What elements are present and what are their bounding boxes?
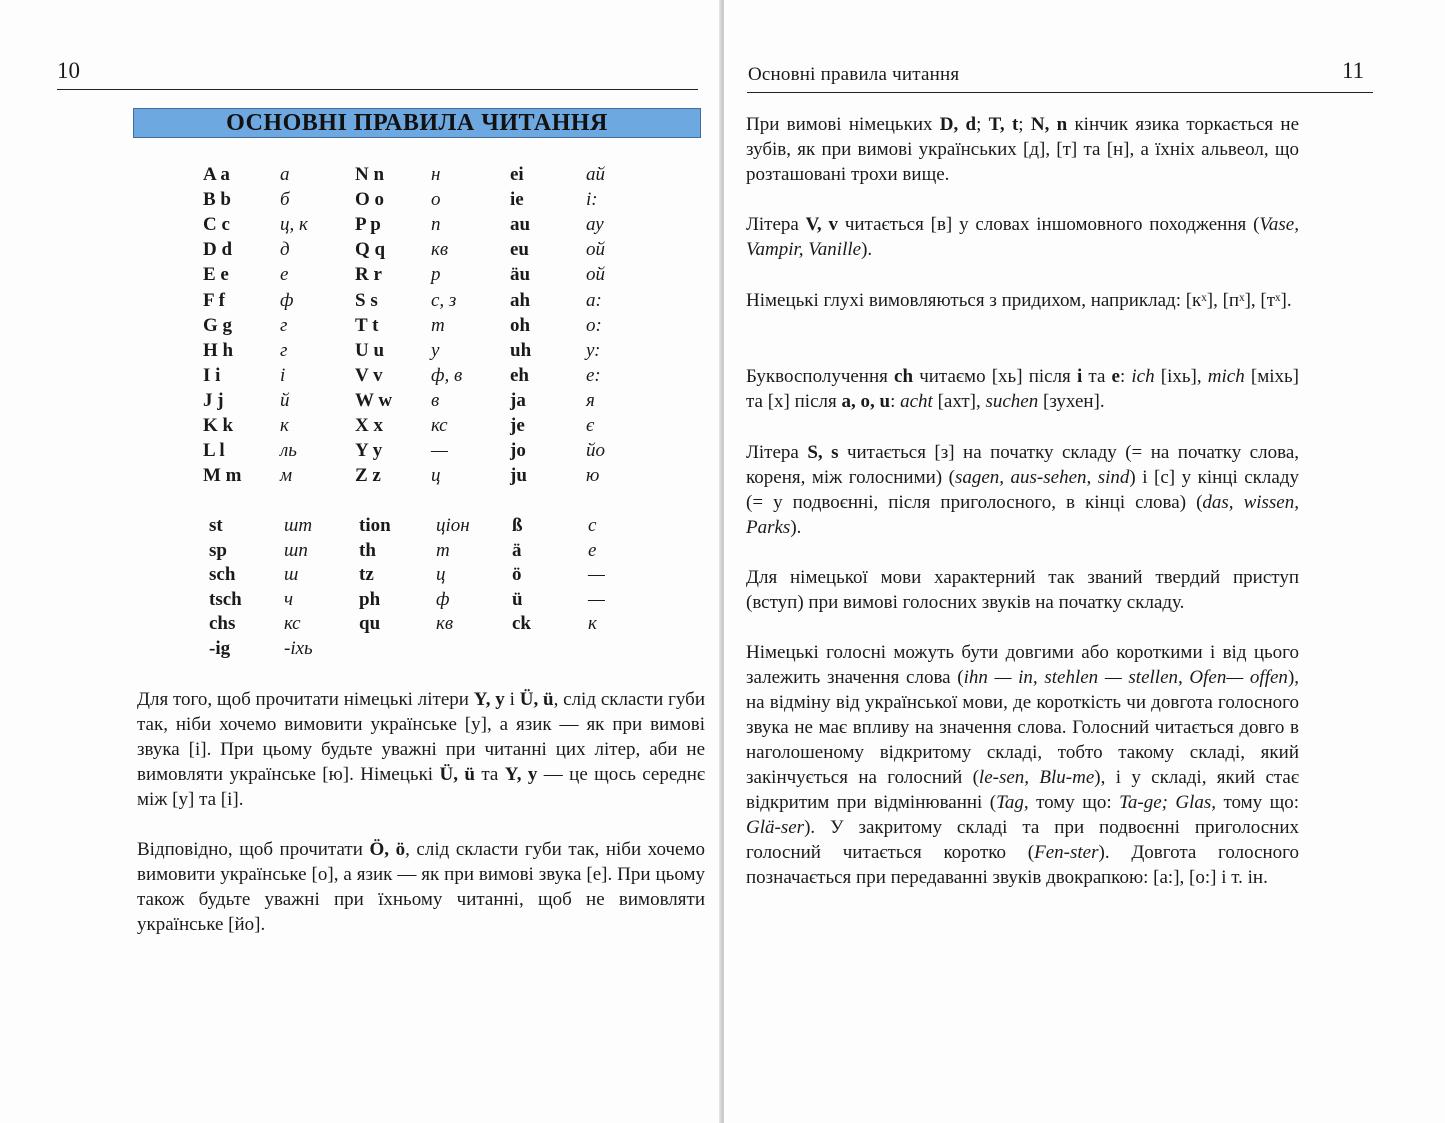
- pronunciation-cell: о:: [586, 314, 602, 336]
- bold-run: V, v: [805, 214, 838, 235]
- letter-cell: Y y: [355, 440, 383, 462]
- pronunciation-cell: шт: [284, 515, 313, 536]
- pronunciation-cell: і:: [586, 189, 598, 211]
- letter-cell: K k: [203, 415, 234, 436]
- header-rule: [747, 92, 1373, 93]
- pronunciation-cell: к: [280, 415, 289, 436]
- text-run: :: [1119, 366, 1132, 387]
- text-run: ).: [790, 517, 802, 538]
- pronunciation-cell: я: [586, 389, 595, 411]
- pronunciation-cell: є: [586, 415, 595, 436]
- letter-cell: -ig: [209, 637, 231, 659]
- letter-cell: T t: [355, 314, 379, 336]
- section-title: ОСНОВНІ ПРАВИЛА ЧИТАННЯ: [226, 109, 608, 136]
- letter-cell: ö: [512, 564, 522, 585]
- text-run: :: [890, 391, 901, 412]
- letter-cell: B b: [203, 189, 231, 211]
- pronunciation-cell: ф: [436, 588, 450, 610]
- text-run: , слід скласти губи так, ніби хочемо вимовити українське [у], а язик — як при вимові звука [і]. При цьому будьте уважні при читанні цих літер, аби не вимовляти українське [ю]. Німецькі: [137, 689, 705, 785]
- letter-cell: ä: [512, 539, 522, 561]
- text-run: та: [474, 764, 505, 785]
- text-run: ;: [976, 114, 989, 135]
- letter-cell: O o: [355, 189, 385, 211]
- running-title: Основні правила читання: [748, 64, 960, 85]
- letter-cell: th: [359, 539, 376, 561]
- letter-cell: tion: [359, 515, 391, 536]
- letter-cell: sp: [209, 539, 227, 561]
- italic-run: sagen, aus-sehen, sind: [954, 467, 1130, 488]
- letter-cell: L l: [203, 440, 225, 462]
- pronunciation-cell: ш: [284, 564, 299, 585]
- letter-cell: G g: [203, 314, 233, 336]
- text-run: ).: [861, 239, 873, 260]
- pronunciation-cell: —: [588, 564, 605, 585]
- text-run: [зухен].: [1038, 391, 1105, 412]
- pronunciation-cell: г: [280, 339, 288, 361]
- paragraph-s: [746, 440, 1299, 540]
- letter-cell: ck: [512, 613, 531, 634]
- pronunciation-cell: е: [280, 264, 289, 286]
- left-page: [0, 0, 722, 1123]
- text-run: ;: [1018, 114, 1031, 135]
- pronunciation-cell: ф: [280, 289, 294, 311]
- italic-run: mich: [1207, 366, 1245, 387]
- italic-run: Tag,: [996, 792, 1029, 813]
- text-run: ). У закритому складі та при подвоєнні приголосних голосний читається коротко (: [746, 817, 1299, 863]
- pronunciation-cell: д: [280, 239, 290, 261]
- pronunciation-cell: —: [431, 440, 448, 462]
- text-run: тому що:: [1028, 792, 1120, 813]
- italic-run: ich: [1131, 366, 1155, 387]
- text-run: читаємо [хь] після: [913, 366, 1077, 387]
- letter-cell: V v: [355, 364, 383, 386]
- pronunciation-cell: г: [280, 314, 288, 336]
- page-number: 11: [1342, 58, 1365, 83]
- italic-run: acht: [900, 391, 933, 412]
- pronunciation-cell: ой: [586, 239, 605, 261]
- text-run: Буквосполучення: [746, 366, 895, 387]
- paragraph-o-umlaut: [137, 837, 705, 937]
- pronunciation-cell: —: [588, 588, 605, 610]
- text-run: [міхь] та [х] після: [746, 366, 1300, 412]
- pronunciation-cell: с, з: [431, 289, 457, 311]
- bold-run: Y, y: [504, 764, 538, 785]
- letter-cell: D d: [203, 239, 233, 261]
- pronunciation-cell: к: [588, 613, 597, 634]
- pronunciation-cell: ю: [586, 465, 600, 487]
- text-run: ), і у складі, який стає відкритим при відмінюванні (: [746, 767, 1300, 813]
- letter-cell: X x: [355, 415, 383, 436]
- letter-cell: M m: [203, 465, 242, 487]
- letter-cell: eh: [510, 364, 529, 386]
- bold-run: S, s: [807, 442, 839, 463]
- letter-cell: ju: [510, 465, 527, 487]
- text-run: тому що:: [1216, 792, 1300, 813]
- letter-cell: st: [209, 515, 223, 536]
- bold-run: e: [1111, 366, 1120, 387]
- pronunciation-cell: йо: [586, 440, 605, 462]
- pronunciation-cell: ч: [284, 588, 294, 610]
- pronunciation-cell: а:: [586, 289, 602, 311]
- letter-cell: J j: [203, 389, 224, 411]
- text-run: ), на відміну від української мови, де короткість чи довгота голосного звука не має впливу на значення слова. Голосний читається довго в наголошеному відкритому складі, тобто такому складі, який закінчується на голосний (: [746, 667, 1300, 788]
- bold-run: i: [1076, 366, 1083, 387]
- paragraph-ch: [746, 364, 1299, 414]
- italic-run: das, wissen, Parks: [746, 492, 1299, 538]
- letter-cell: sch: [209, 564, 236, 585]
- paragraph-y-u-umlaut: [137, 687, 705, 812]
- text-run: Німецькі голосні можуть бути довгими або короткими і від цього залежить значення слова (: [746, 642, 1299, 688]
- pronunciation-cell: кв: [436, 613, 454, 634]
- pronunciation-cell: р: [431, 264, 441, 286]
- bold-run: D, d: [939, 114, 977, 135]
- pronunciation-cell: ц, к: [280, 214, 308, 236]
- pronunciation-cell: т: [436, 539, 450, 561]
- paragraph-d-t-n: [746, 112, 1299, 187]
- pronunciation-cell: ф, в: [431, 364, 463, 386]
- paragraph-vowel-length: [746, 640, 1299, 890]
- letter-cell: eu: [510, 239, 529, 261]
- pronunciation-cell: ау: [586, 214, 604, 236]
- letter-cell: I i: [203, 364, 221, 386]
- letter-cell: oh: [510, 314, 531, 336]
- text-run: Німецькі глухі вимовляються з придихом, наприклад: [кˣ], [пˣ], [тˣ].: [746, 290, 1292, 311]
- pronunciation-cell: е: [588, 539, 597, 561]
- text-run: — це щось середнє між [у] та [і].: [137, 764, 706, 810]
- header-rule: [57, 89, 698, 90]
- letter-cell: P p: [355, 214, 381, 236]
- letter-cell: ph: [359, 588, 381, 610]
- right-page: [724, 0, 1445, 1123]
- letter-cell: H h: [203, 339, 234, 361]
- pronunciation-cell: о: [431, 189, 441, 211]
- bold-run: Ö, ö: [369, 839, 406, 860]
- paragraph-glottal-stop: [746, 565, 1299, 615]
- letter-cell: E e: [203, 264, 229, 286]
- italic-run: Glä-ser: [746, 817, 805, 838]
- text-run: [ахт],: [932, 391, 986, 412]
- letter-cell: tsch: [209, 588, 242, 610]
- letter-cell: N n: [355, 164, 385, 185]
- bold-run: N, n: [1030, 114, 1068, 135]
- text-run: ). Довгота голосного позначається при передаванні звуків двокрапкою: [а:], [о:] і т. ін.: [746, 842, 1299, 888]
- text-run: Для німецької мови характерний так званий твердий приступ (вступ) при вимові голосних звуків на початку складу.: [746, 567, 1299, 613]
- letter-cell: au: [510, 214, 531, 236]
- page-number: 10: [57, 58, 80, 83]
- pronunciation-cell: у:: [586, 339, 601, 361]
- pronunciation-cell: ц: [436, 564, 446, 585]
- bold-run: a, o, u: [841, 391, 891, 412]
- letter-cell: U u: [355, 339, 385, 361]
- letter-cell: Z z: [355, 465, 381, 487]
- pronunciation-cell: н: [431, 164, 441, 185]
- pronunciation-cell: е:: [586, 364, 601, 386]
- italic-run: Ta-ge; Glas,: [1119, 792, 1217, 813]
- italic-run: Vase, Vampir, Vanille: [746, 214, 1299, 260]
- letter-cell: F f: [203, 289, 225, 311]
- pronunciation-cell: й: [280, 389, 290, 411]
- letter-cell: ü: [512, 588, 523, 610]
- text-run: читається [в] у словах іншомовного походження (: [838, 214, 1260, 235]
- pronunciation-cell: т: [431, 314, 445, 336]
- letter-cell: C c: [203, 214, 230, 236]
- letter-cell: S s: [355, 289, 378, 311]
- letter-cell: uh: [510, 339, 532, 361]
- text-run: та: [1082, 366, 1112, 387]
- letter-cell: ah: [510, 289, 531, 311]
- pronunciation-cell: у: [431, 339, 440, 361]
- pronunciation-cell: ц: [431, 465, 441, 487]
- letter-cell: R r: [355, 264, 382, 286]
- text-run: Літера: [746, 214, 806, 235]
- pronunciation-cell: б: [280, 189, 290, 211]
- italic-run: le-sen, Blu-me: [978, 767, 1095, 788]
- pronunciation-cell: ль: [280, 440, 297, 462]
- text-run: Для того, щоб прочитати німецькі літери: [137, 689, 474, 710]
- letter-cell: qu: [359, 613, 381, 634]
- bold-run: Ü, ü: [519, 689, 554, 710]
- text-run: ) і [с] у кінці складу (= у подвоєнні, після приголосного, в кінці слова) (: [746, 467, 1299, 513]
- bold-run: Y, y: [473, 689, 505, 710]
- italic-run: ihn — in, stehlen — stellen, Ofen— offen: [963, 667, 1288, 688]
- pronunciation-cell: п: [431, 214, 441, 236]
- letter-cell: ie: [510, 189, 524, 211]
- text-run: Літера: [746, 442, 808, 463]
- pronunciation-cell: м: [280, 465, 293, 487]
- text-run: і: [504, 689, 520, 710]
- pronunciation-cell: ціон: [436, 515, 470, 536]
- text-run: , слід скласти губи так, ніби хочемо вимовити українське [о], а язик — як при вимові звука [е]. При цьому також будьте уважні при їхньому читанні, щоб не вимовляти українське [йо].: [137, 839, 706, 935]
- text-run: При вимові німецьких: [746, 114, 940, 135]
- pronunciation-cell: кс: [284, 613, 301, 634]
- text-run: кінчик язика торкається не зубів, як при вимові українських [д], [т] та [н], а їхніх альвеол, що розташовані трохи вище.: [746, 114, 1300, 185]
- pronunciation-cell: ай: [586, 164, 605, 185]
- letter-cell: je: [510, 415, 525, 436]
- italic-run: Fen-ster: [1034, 842, 1099, 863]
- pronunciation-cell: шп: [284, 539, 308, 561]
- letter-cell: tz: [359, 564, 374, 585]
- letter-cell: chs: [209, 613, 236, 634]
- section-title-banner: [133, 108, 701, 138]
- letter-cell: A a: [203, 164, 230, 185]
- pronunciation-cell: ой: [586, 264, 605, 286]
- paragraph-aspirated: [746, 288, 1299, 313]
- letter-cell: Q q: [355, 239, 386, 261]
- pronunciation-cell: кс: [431, 415, 448, 436]
- letter-cell: ja: [510, 389, 526, 411]
- pronunciation-cell: а: [280, 164, 290, 185]
- paragraph-v: [746, 212, 1299, 262]
- pronunciation-cell: і: [280, 364, 286, 386]
- letter-cell: ei: [510, 164, 524, 185]
- letter-cell: jo: [510, 440, 526, 462]
- letter-cell: äu: [510, 264, 531, 286]
- pronunciation-cell: кв: [431, 239, 449, 261]
- text-run: [іхь],: [1154, 366, 1208, 387]
- pronunciation-cell: с: [588, 515, 597, 536]
- letter-cell: ß: [512, 515, 523, 536]
- text-run: читається [з] на початку складу (= на початку слова, кореня, між голосними) (: [746, 442, 1300, 488]
- letter-cell: W w: [355, 389, 393, 411]
- pronunciation-cell: в: [431, 389, 440, 411]
- italic-run: suchen: [985, 391, 1039, 412]
- bold-run: ch: [894, 366, 914, 387]
- pronunciation-cell: -іхь: [284, 637, 313, 659]
- text-run: Відповідно, щоб прочитати: [137, 839, 370, 860]
- bold-run: T, t: [988, 114, 1019, 135]
- bold-run: Ü, ü: [439, 764, 475, 785]
